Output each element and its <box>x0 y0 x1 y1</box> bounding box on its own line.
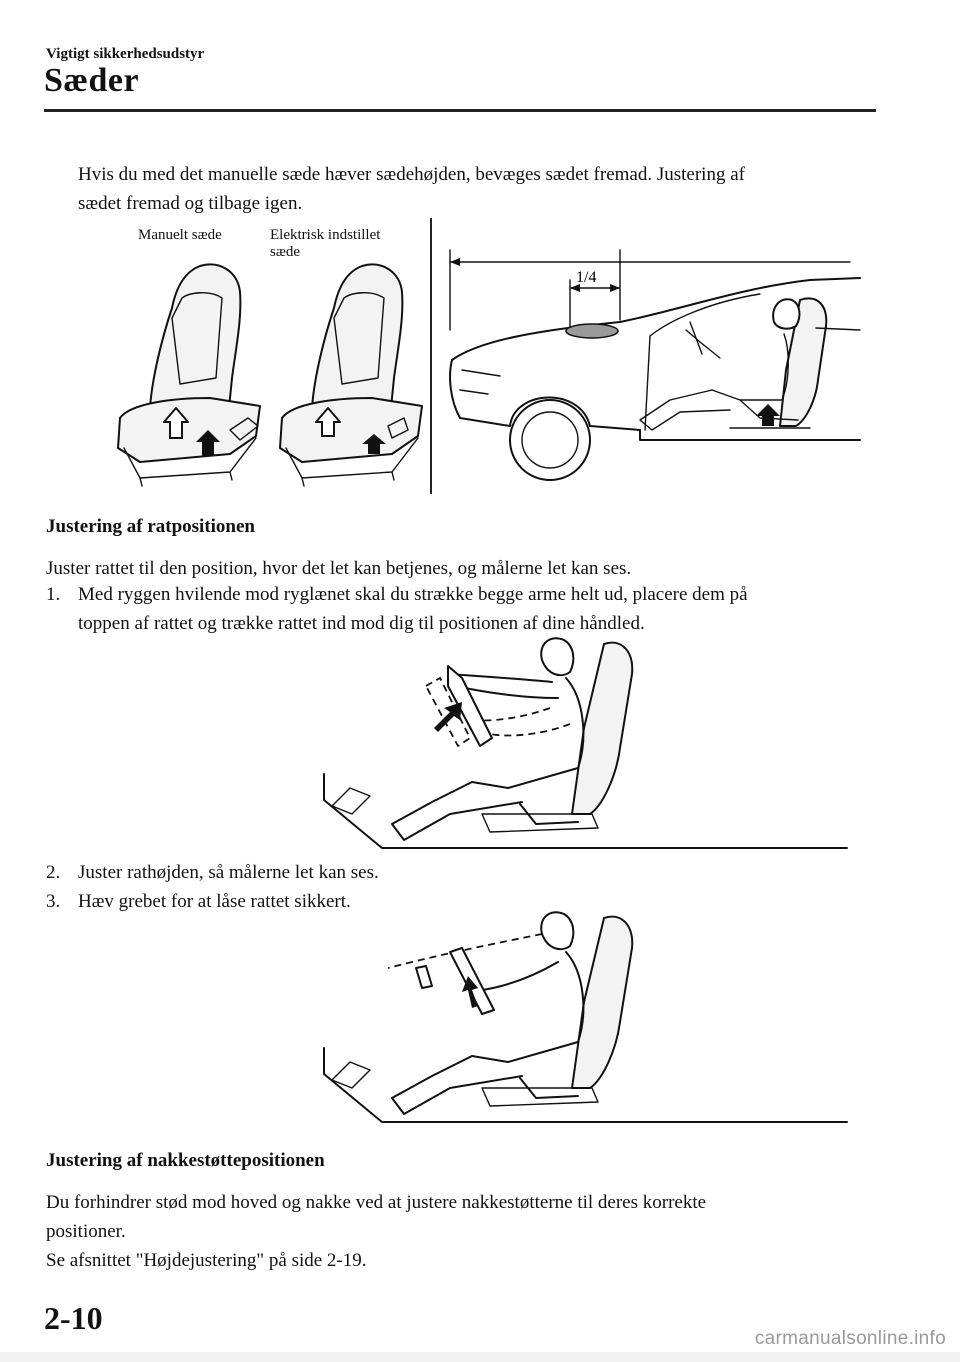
headrest-line-1: Du forhindrer stød mod hoved og nakke ved at justere nakkestøtterne til deres korrekte <box>46 1192 707 1213</box>
headrest-paragraph <box>46 1188 876 1275</box>
step-text-line-2: toppen af rattet og trække rattet ind mod dig til positionen af dine håndled. <box>78 613 645 634</box>
figure-divider <box>430 218 432 494</box>
intro-line-1: Hvis du med det manuelle sæde hæver sædehøjden, bevæges sædet fremad. Justering af <box>78 164 745 185</box>
step-number: 1. <box>46 584 61 605</box>
electric-seat-caption <box>270 227 380 261</box>
manual-seat-caption: Manuelt sæde <box>138 227 222 243</box>
watermark-link[interactable]: carmanualsonline.info <box>754 1328 946 1349</box>
headrest-line-3: Se afsnittet "Højdejustering" på side 2-19. <box>46 1250 367 1271</box>
steering-reach-illustration <box>322 638 852 852</box>
headrest-line-2: positioner. <box>46 1221 126 1242</box>
step-number: 3. <box>46 891 61 912</box>
title-rule <box>44 109 876 112</box>
steering-step-2 <box>46 858 866 887</box>
electric-seat-caption-line-1: Elektrisk indstillet <box>270 227 381 243</box>
steering-step-1 <box>46 580 866 638</box>
step-text-line-1: Juster rathøjden, så målerne let kan ses. <box>78 862 379 883</box>
footer-band <box>0 1352 960 1362</box>
car-side-illustration <box>440 250 860 490</box>
step-text-line-1: Med ryggen hvilende mod ryglænet skal du strække begge arme helt ud, placere dem på <box>78 584 748 605</box>
headrest-heading: Justering af nakkestøttepositionen <box>46 1150 325 1171</box>
page-number: 2-10 <box>44 1300 103 1336</box>
fraction-label: 1/4 <box>576 269 597 286</box>
page-title: Sæder <box>44 62 140 99</box>
manual-seat-illustration <box>110 258 270 488</box>
step-text-line-1: Hæv grebet for at låse rattet sikkert. <box>78 891 351 912</box>
steering-tilt-illustration <box>322 912 852 1126</box>
steering-heading: Justering af ratpositionen <box>46 516 255 537</box>
electric-seat-illustration <box>272 258 432 488</box>
section-label: Vigtigt sikkerhedsudstyr <box>46 46 205 62</box>
step-number: 2. <box>46 862 61 883</box>
steering-intro: Juster rattet til den position, hvor det let kan betjenes, og målerne let kan ses. <box>46 558 632 579</box>
intro-paragraph <box>78 160 878 218</box>
electric-seat-caption-line-2: sæde <box>270 244 300 260</box>
intro-line-2: sædet fremad og tilbage igen. <box>78 193 303 214</box>
